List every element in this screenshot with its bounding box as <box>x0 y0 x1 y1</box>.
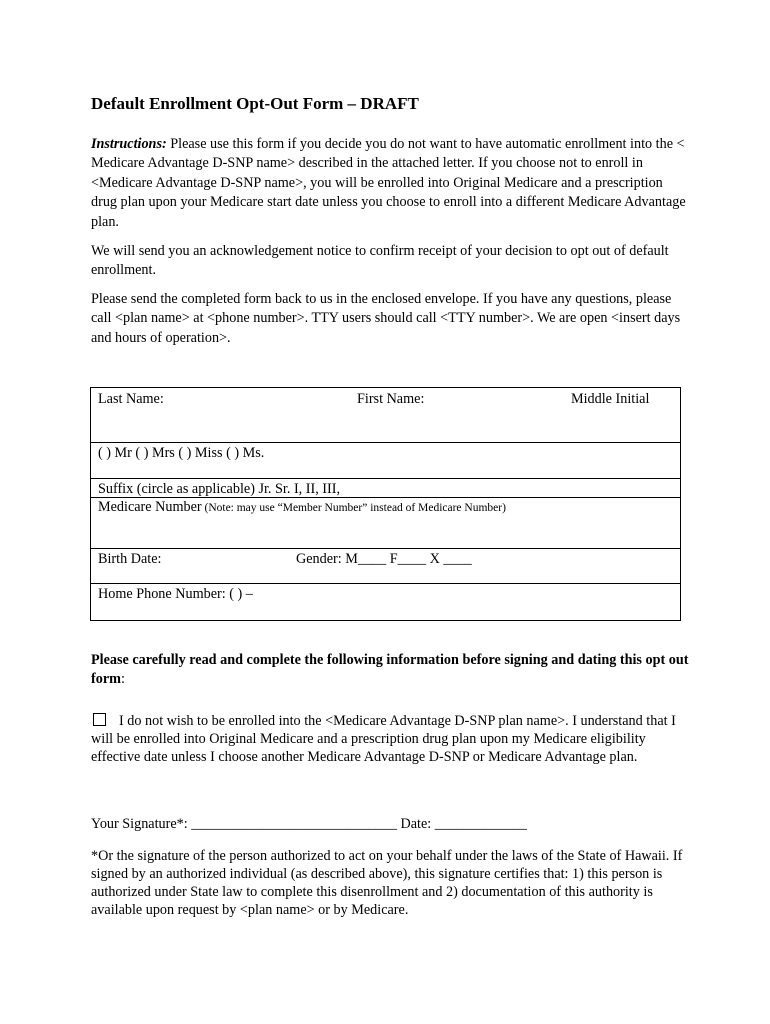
signature-date-line[interactable]: Your Signature*: _____________________________ Date: _____________ <box>91 816 527 832</box>
page-title: Default Enrollment Opt-Out Form – DRAFT <box>91 94 419 113</box>
form-divider <box>91 548 680 549</box>
enrollee-info-form <box>90 387 681 621</box>
instructions-paragraph <box>91 135 691 232</box>
heading-colon: : <box>120 671 125 688</box>
heading-text: Please carefully read and complete the following information before signing and dating this opt out form <box>91 652 689 688</box>
birth-date-label: Birth Date: <box>98 551 162 567</box>
gender-options[interactable]: Gender: M____ F____ X ____ <box>296 551 472 567</box>
last-name-label: Last Name: <box>98 391 164 407</box>
suffix-options[interactable]: Suffix (circle as applicable) Jr. Sr. I, II, III, <box>98 481 341 497</box>
instructions-label: Instructions: <box>91 136 167 152</box>
send-form-paragraph: Please send the completed form back to us in the enclosed envelope. If you have any questions, please call <plan name> at <phone number>. TTY users should call <TTY number>. We are open <insert days and hours of operation>. <box>91 291 681 346</box>
first-name-label: First Name: <box>357 391 425 407</box>
title-options[interactable]: ( ) Mr ( ) Mrs ( ) Miss ( ) Ms. <box>98 445 265 461</box>
form-divider <box>91 497 680 498</box>
form-divider <box>91 478 680 479</box>
medicare-number-note: (Note: may use “Member Number” instead of Medicare Number) <box>201 502 506 514</box>
optout-statement: I do not wish to be enrolled into the <Medicare Advantage D-SNP plan name>. I understand that I will be enrolled into Original Medicare and a prescription drug plan upon my Medicare eligibility effective date unless I choose another Medicare Advantage D-SNP or Medicare Advantage plan. <box>91 713 676 765</box>
acknowledgement-paragraph: We will send you an acknowledgement notice to confirm receipt of your decision to opt out of default enrollment. <box>91 243 669 279</box>
instructions-text: Please use this form if you decide you do not want to have automatic enrollment into the < Medicare Advantage D-SNP name> described in the attached letter. If you choose not to enroll in <Medicare Advantage D-SNP name>, you will be enrolled into Original Medicare and a prescription drug plan upon your Medicare start date unless you choose to enroll into a different Medicare Advantage plan. <box>91 136 686 230</box>
form-divider <box>91 583 680 584</box>
medicare-number-label: Medicare Number <box>98 499 202 515</box>
medicare-number-field <box>98 499 506 516</box>
instructions-heading <box>91 651 691 690</box>
form-divider <box>91 442 680 443</box>
middle-initial-label: Middle Initial <box>571 391 650 407</box>
home-phone-label: Home Phone Number: ( ) – <box>98 586 253 602</box>
signature-note: *Or the signature of the person authorized to act on your behalf under the laws of the State of Hawaii. If signed by an authorized individual (as described above), this signature certifies that: 1) this person is authorized under State law to complete this disenrollment and 2) documentation of this authority is available upon request by <plan name> or by Medicare. <box>91 848 683 918</box>
